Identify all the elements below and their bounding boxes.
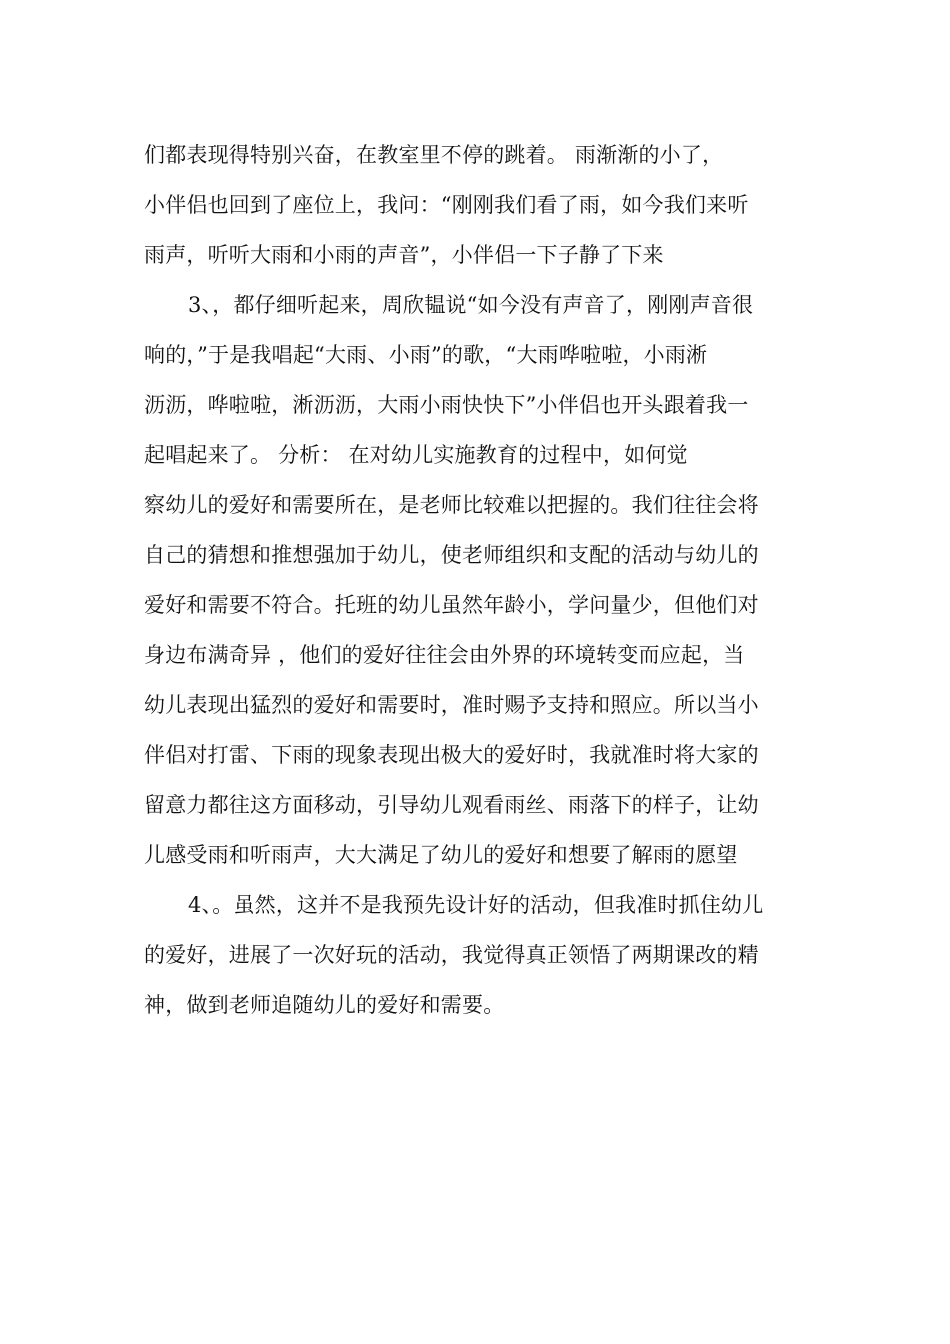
text-line-paragraph-3: 3、，都仔细听起来，周欣韫说“如今没有声音了，刚刚声音很 xyxy=(188,293,754,317)
text-line: 伴侣对打雷、下雨的现象表现出极大的爱好时，我就准时将大家的 xyxy=(144,743,759,767)
text-line: 雨声，听听大雨和小雨的声音”，小伴侣一下子静了下来 xyxy=(144,243,664,267)
text-line: 沥沥，哗啦啦，淅沥沥，大雨小雨快快下”小伴侣也开头跟着我一 xyxy=(144,393,749,417)
text-line: 们都表现得特别兴奋，在教室里不停的跳着。 雨渐渐的小了， xyxy=(144,143,724,167)
text-line: 响的，”于是我唱起“大雨、小雨”的歌，“大雨哗啦啦，小雨淅 xyxy=(144,343,708,367)
text-line: 神，做到老师追随幼儿的爱好和需要。 xyxy=(144,993,505,1017)
text-line: 察幼儿的爱好和需要所在，是老师比较难以把握的。我们往往会将 xyxy=(144,493,759,517)
text-line: 爱好和需要不符合。托班的幼儿虽然年龄小，学问量少，但他们对 xyxy=(144,593,759,617)
text-line: 留意力都往这方面移动，引导幼儿观看雨丝、雨落下的样子，让幼 xyxy=(144,793,759,817)
text-line: 儿感受雨和听雨声，大大满足了幼儿的爱好和想要了解雨的愿望 xyxy=(144,843,738,867)
text-line: 身边布满奇异 ，他们的爱好往往会由外界的环境转变而应起，当 xyxy=(144,643,745,667)
body-text xyxy=(144,130,814,1030)
text-line-paragraph-4: 4、。虽然，这并不是我预先设计好的活动，但我准时抓住幼儿 xyxy=(188,893,764,917)
text-line: 小伴侣也回到了座位上，我问：“刚刚我们看了雨，如今我们来听 xyxy=(144,193,749,217)
text-line: 起唱起来了。 分析： 在对幼儿实施教育的过程中，如何觉 xyxy=(144,443,688,467)
text-line: 的爱好，进展了一次好玩的活动，我觉得真正领悟了两期课改的精 xyxy=(144,943,759,967)
text-line: 幼儿表现出猛烈的爱好和需要时，准时赐予支持和照应。所以当小 xyxy=(144,693,759,717)
text-line: 自己的猜想和推想强加于幼儿，使老师组织和支配的活动与幼儿的 xyxy=(144,543,759,567)
